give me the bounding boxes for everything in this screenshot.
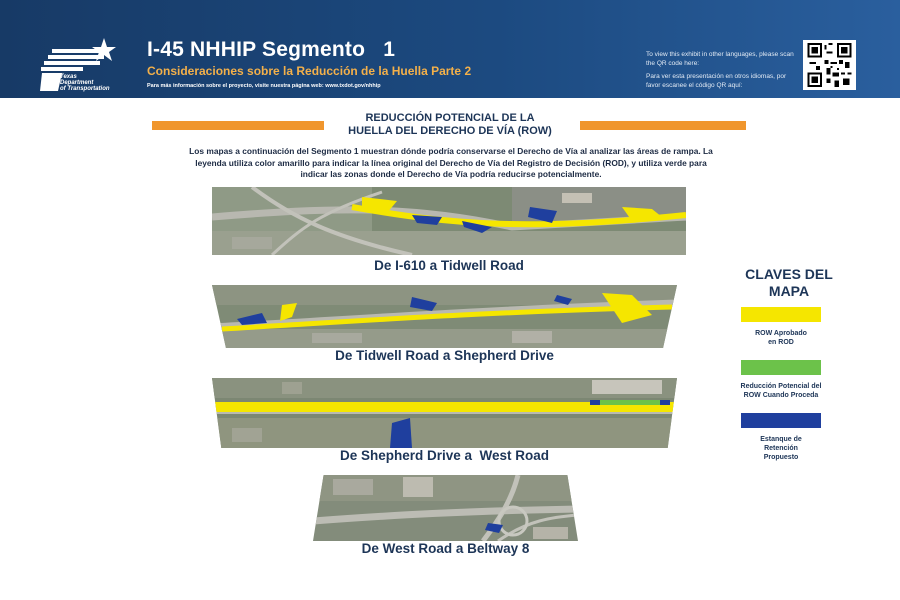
logo-text-line: of Transportation (60, 86, 110, 92)
header-banner (0, 0, 900, 98)
intro-paragraph: Los mapas a continuación del Segmento 1 muestran dónde podría conservarse el Derecho de Vía al analizar las áreas de rampa. La leyenda utiliza color amarillo para indicar la línea original del Derecho de Vía del Registro de Decisión (ROD), y utiliza verde para indicar las zonas donde el Derecho de Vía podría reducirse potencialmente. (189, 146, 713, 179)
section-title-line: REDUCCIÓN POTENCIAL DE LA (365, 112, 535, 124)
qr-instructions-es: Para ver esta presentación en otros idiomas, por favor escanee el código QR aquí: (646, 73, 787, 89)
legend-label-row-reduction (731, 382, 831, 400)
aerial-map-4 (313, 475, 578, 541)
logo-text-line: Texas (60, 74, 77, 80)
legend-label-line: en ROD (768, 339, 794, 346)
legend-label-line: ROW Cuando Proceda (743, 392, 819, 399)
legend-swatch-row-approved (741, 307, 821, 322)
page-title: I-45 NHHIP Segmento 1 (147, 38, 396, 61)
legend-label-line: Reducción Potencial del (740, 383, 822, 390)
aerial-map-3 (212, 378, 677, 448)
legend-label-line: Retención (764, 445, 798, 452)
project-info-link[interactable]: Para más información sobre el proyecto, visite nuestra página web: www.txdot.gov/nhhip (147, 83, 381, 89)
page-subtitle: Consideraciones sobre la Reducción de la Huella Parte 2 (147, 64, 472, 78)
legend-label-detention-pond (731, 435, 831, 462)
section-title (330, 112, 570, 138)
orange-divider-left (152, 121, 324, 130)
qr-instructions-en: To view this exhibit in other languages, please scan the QR code here: (646, 51, 794, 67)
map-label-1: De I-610 a Tidwell Road (374, 258, 524, 273)
aerial-map-2 (212, 285, 677, 348)
legend-title-line: MAPA (768, 283, 810, 299)
legend-title (730, 266, 848, 300)
map-strip-i610-tidwell (212, 187, 686, 255)
map-label-4: De West Road a Beltway 8 (361, 541, 530, 556)
logo-text-line: Department (60, 80, 94, 86)
map-strip-tidwell-shepherd (212, 285, 677, 348)
legend-label-line: Propuesto (763, 454, 799, 461)
map-label-2: De Tidwell Road a Shepherd Drive (335, 348, 554, 363)
logo-text (60, 74, 130, 92)
legend-title-line: CLAVES DEL (745, 266, 833, 282)
legend-swatch-row-reduction (741, 360, 821, 375)
legend-label-line: Estanque de (760, 436, 802, 443)
section-title-line: HUELLA DEL DERECHO DE VÍA (ROW) (348, 125, 552, 137)
map-strip-west-beltway8 (313, 475, 578, 541)
legend-swatch-detention-pond (741, 413, 821, 428)
legend-label-line: ROW Aprobado (755, 330, 807, 337)
aerial-map-1 (212, 187, 686, 255)
orange-divider-right (580, 121, 746, 130)
map-strip-shepherd-west (212, 378, 677, 448)
qr-code-icon[interactable] (803, 40, 856, 90)
legend-label-row-approved (731, 329, 831, 347)
map-label-3: De Shepherd Drive a West Road (339, 448, 550, 463)
